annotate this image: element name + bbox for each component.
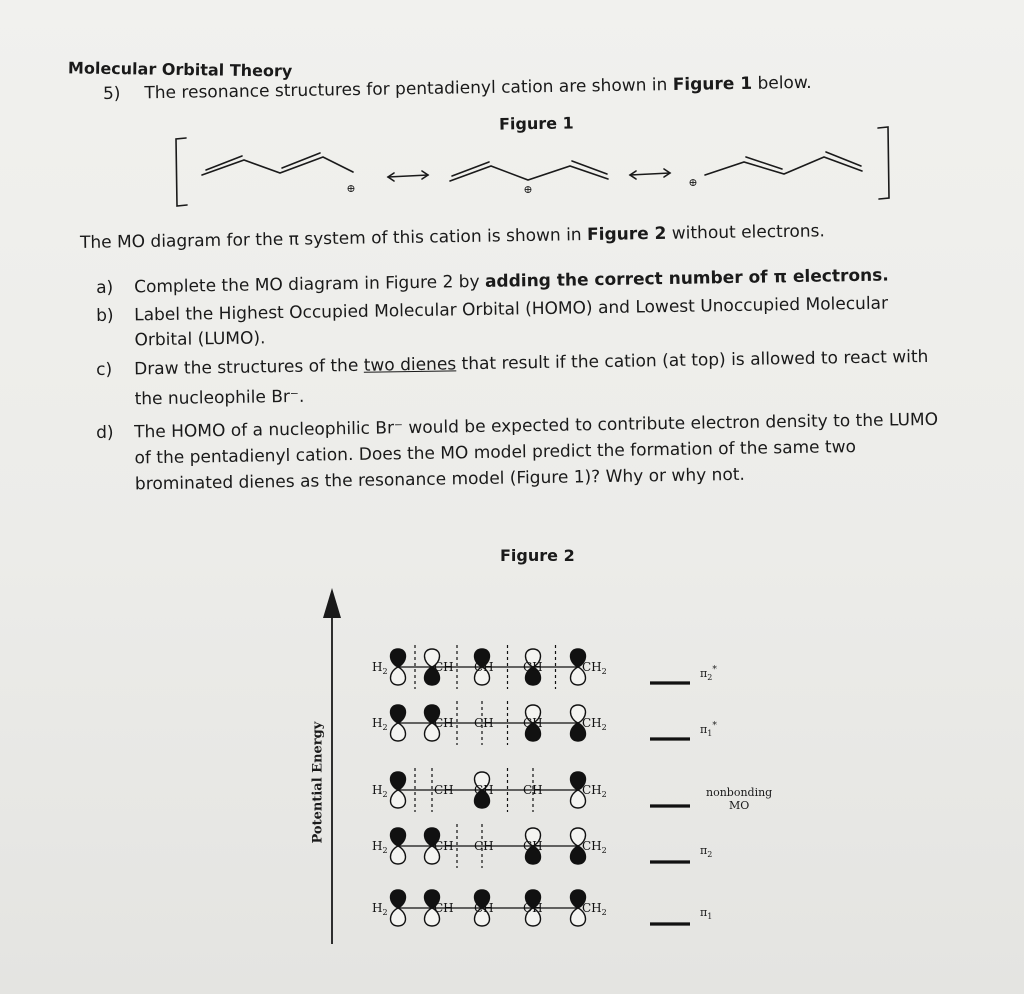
- question-5-figure-ref: Figure 1: [672, 73, 753, 96]
- mo-label-symbol: π: [700, 723, 708, 736]
- mo-intro-text-end: without electrons.: [671, 221, 825, 244]
- mo-label-subscript: 2: [707, 673, 713, 682]
- atom-label: CH: [523, 901, 543, 915]
- figure-2-caption: Figure 2: [500, 546, 575, 565]
- mo-row-nonbonding: [372, 768, 690, 812]
- page-title: Molecular Orbital Theory: [67, 58, 293, 81]
- atom-label: $CH_2$: [582, 716, 607, 732]
- p-orbital-lower-lobe: [391, 846, 406, 864]
- question-number: 5): [102, 83, 121, 104]
- atom-label: CH: [474, 783, 494, 797]
- item-c-underline: two dienes: [363, 354, 457, 376]
- item-d-label: d): [96, 422, 114, 443]
- item-d-line-1: The HOMO of a nucleophilic Br⁻ would be expected to contribute electron density to the LUMO: [133, 409, 939, 443]
- p-orbital-upper-lobe: [391, 828, 406, 846]
- atom-label: CH: [523, 783, 543, 797]
- item-a-label: a): [96, 277, 114, 298]
- mo-label-subscript: 2: [707, 850, 713, 859]
- mo-intro-text: The MO diagram for the π system of this cation is shown in: [79, 225, 582, 253]
- mo-label-pi2-star: [700, 721, 717, 738]
- mo-row-pi2-star: [372, 701, 690, 745]
- p-orbital-upper-lobe: [391, 705, 406, 723]
- atom-label: $H_2$: [372, 783, 388, 799]
- mo-label-symbol: π: [700, 667, 708, 680]
- atom-label: $H_2$: [372, 839, 388, 855]
- item-c-label: c): [96, 359, 113, 380]
- energy-axis: [323, 588, 341, 944]
- atom-label: CH: [474, 901, 494, 915]
- mo-label-line-2: MO: [728, 799, 750, 812]
- atom-label: CH: [434, 901, 454, 915]
- atom-label: CH: [434, 716, 454, 730]
- mo-label-subscript: 1: [707, 912, 713, 921]
- atom-label: $CH_2$: [582, 839, 607, 855]
- atom-label: CH: [434, 839, 454, 853]
- item-c-text-start: Draw the structures of the: [133, 355, 359, 380]
- charge-1: ⊕: [346, 182, 356, 195]
- question-5-text: The resonance structures for pentadienyl cation are shown in: [144, 75, 668, 104]
- item-a-text-start: Complete the MO diagram in Figure 2 by: [133, 271, 480, 298]
- mo-label-superscript: *: [712, 721, 717, 731]
- mo-row-pi3-star: [372, 645, 690, 689]
- p-orbital-lower-lobe: [391, 667, 406, 685]
- atom-label: CH: [474, 660, 494, 674]
- item-d-line-2: of the pentadienyl cation. Does the MO model predict the formation of the same two: [134, 437, 857, 469]
- mo-label-line-1: nonbonding: [706, 786, 773, 799]
- atom-label: $CH_2$: [582, 783, 607, 799]
- atom-label: CH: [474, 716, 494, 730]
- atom-label: CH: [523, 660, 543, 674]
- p-orbital-lower-lobe: [391, 908, 406, 926]
- atom-label: $CH_2$: [582, 901, 607, 917]
- mo-label-nonbonding: [706, 786, 772, 812]
- atom-label: CH: [434, 783, 454, 797]
- atom-label: CH: [523, 839, 543, 853]
- item-d-line-3: brominated dienes as the resonance model (Figure 1)? Why or why not.: [134, 464, 746, 495]
- mo-label-subscript: 1: [707, 729, 713, 738]
- mo-label-symbol: π: [700, 906, 708, 919]
- mo-intro-figure-ref: Figure 2: [586, 223, 667, 246]
- atom-label: $H_2$: [372, 660, 388, 676]
- atom-label: CH: [523, 716, 543, 730]
- mo-label-symbol: π: [700, 844, 708, 857]
- p-orbital-upper-lobe: [391, 890, 406, 908]
- question-5-text-end: below.: [757, 72, 812, 94]
- p-orbital-lower-lobe: [391, 723, 406, 741]
- atom-label: $H_2$: [372, 716, 388, 732]
- item-a-text-bold: adding the correct number of π electrons.: [484, 265, 889, 292]
- atom-label: CH: [474, 839, 494, 853]
- mo-label-pi3-star: [700, 665, 717, 682]
- charge-3: ⊕: [688, 176, 698, 189]
- atom-label: $CH_2$: [582, 660, 607, 676]
- mo-label-superscript: *: [712, 665, 717, 675]
- mo-row-pi2: [372, 824, 690, 868]
- mo-label-pi1: [700, 906, 712, 921]
- atom-label: $H_2$: [372, 901, 388, 917]
- mo-label-pi2: [700, 844, 712, 859]
- item-c-text-end: that result if the cation (at top) is allowed to react with: [461, 346, 929, 375]
- p-orbital-upper-lobe: [391, 649, 406, 667]
- item-b-label: b): [96, 305, 114, 326]
- charge-2: ⊕: [523, 183, 533, 196]
- item-b-line-2: Orbital (LUMO).: [134, 328, 266, 351]
- p-orbital-upper-lobe: [391, 772, 406, 790]
- item-c-line-2: the nucleophile Br⁻.: [134, 386, 305, 410]
- p-orbital-lower-lobe: [391, 790, 406, 808]
- potential-energy-label: Potential Energy: [310, 721, 326, 844]
- atom-label: CH: [434, 660, 454, 674]
- mo-row-pi1: [372, 890, 690, 926]
- figure-1-caption: Figure 1: [498, 113, 574, 134]
- item-b-line-1: Label the Highest Occupied Molecular Orbital (HOMO) and Lowest Unoccupied Molecular: [133, 293, 889, 326]
